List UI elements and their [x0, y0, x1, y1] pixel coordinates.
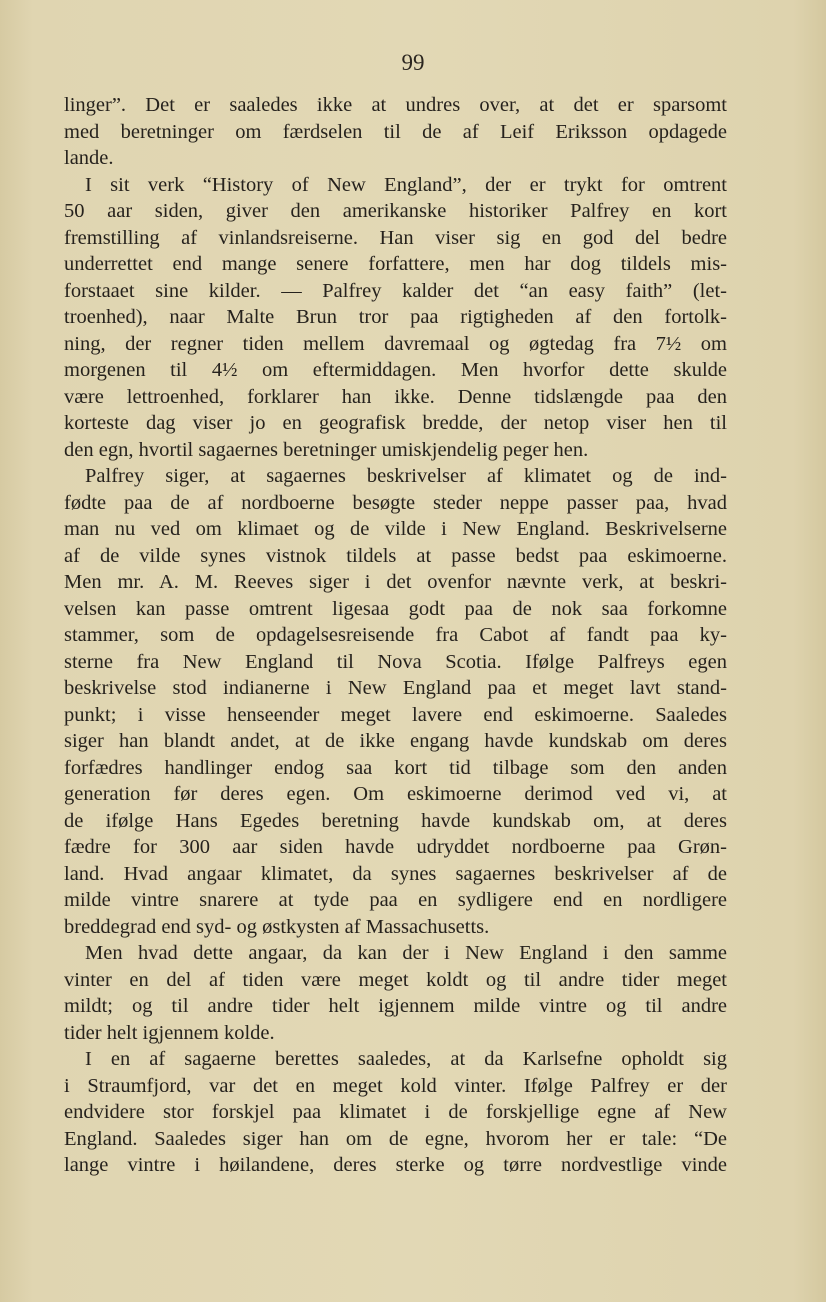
- text-line: breddegrad end syd- og østkysten af Massachusetts.: [64, 915, 490, 938]
- text-line: mildt; og til andre tider helt igjennem milde vintre og til andre: [64, 995, 727, 1017]
- text-line: tider helt igjennem kolde.: [64, 1021, 275, 1044]
- text-line: England. Saaledes siger han om de egne, hvorom her er tale: “De: [64, 1127, 727, 1150]
- text-line: siger han blandt andet, at de ikke engang havde kundskab om deres: [64, 730, 727, 752]
- text-line: punkt; i visse henseender meget lavere end eskimoerne. Saaledes: [64, 703, 727, 726]
- text-line: Palfrey siger, at sagaernes beskrivelser af klimatet og de ind-: [85, 465, 727, 487]
- text-line: Men hvad dette angaar, da kan der i New England i den samme: [85, 942, 727, 964]
- text-line: milde vintre snarere at tyde paa en sydligere end en nordligere: [64, 889, 727, 911]
- text-line: med beretninger om færdselen til de af Leif Eriksson opdagede: [64, 120, 727, 143]
- text-line: generation før deres egen. Om eskimoerne derimod ved vi, at: [64, 783, 727, 805]
- text-line: fremstilling af vinlandsreiserne. Han viser sig en god del bedre: [64, 226, 727, 249]
- text-line: I en af sagaerne berettes saaledes, at da Karlsefne opholdt sig: [85, 1048, 727, 1070]
- text-line: I sit verk “History of New England”, der er trykt for omtrent: [85, 173, 727, 196]
- text-line: lande.: [64, 147, 114, 169]
- text-line: fødte paa de af nordboerne besøgte steder neppe passer paa, hvad: [64, 491, 727, 514]
- text-line: forfædres handlinger endog saa kort tid tilbage som den anden: [64, 756, 727, 779]
- text-line: fædre for 300 aar siden havde udryddet nordboerne paa Grøn-: [64, 836, 727, 858]
- text-line: korteste dag viser jo en geografisk bredde, der netop viser hen til: [64, 412, 727, 434]
- body-text: [64, 92, 727, 1179]
- text-line: stammer, som de opdagelsesreisende fra Cabot af fandt paa ky-: [64, 624, 727, 646]
- text-line: forstaaet sine kilder. — Palfrey kalder det “an easy faith” (let-: [64, 279, 727, 302]
- text-line: af de vilde synes vistnok tildels at passe bedst paa eskimoerne.: [64, 544, 727, 567]
- text-line: vinter en del af tiden være meget koldt og til andre tider meget: [64, 968, 727, 991]
- text-line: troenhed), naar Malte Brun tror paa rigtigheden af den fortolk-: [64, 306, 727, 328]
- text-line: beskrivelse stod indianerne i New England paa et meget lavt stand-: [64, 677, 727, 699]
- text-line: land. Hvad angaar klimatet, da synes sagaernes beskrivelser af de: [64, 862, 727, 885]
- text-line: lange vintre i høilandene, deres sterke og tørre nordvestlige vinde: [64, 1154, 727, 1176]
- text-line: den egn, hvortil sagaernes beretninger umiskjendelig peger hen.: [64, 438, 589, 461]
- text-line: være lettroenhed, forklarer han ikke. Denne tidslængde paa den: [64, 385, 727, 408]
- text-line: endvidere stor forskjel paa klimatet i de forskjellige egne af New: [64, 1101, 727, 1123]
- text-line: i Straumfjord, var det en meget kold vinter. Ifølge Palfrey er der: [64, 1074, 727, 1097]
- text-line: velsen kan passe omtrent ligesaa godt paa de nok saa forkomne: [64, 597, 727, 620]
- page-number: 99: [401, 50, 425, 75]
- text-line: underrettet end mange senere forfattere, men har dog tildels mis-: [64, 253, 727, 275]
- text-line: morgenen til 4½ om eftermiddagen. Men hvorfor dette skulde: [64, 359, 727, 381]
- text-line: de ifølge Hans Egedes beretning havde kundskab om, at deres: [64, 809, 727, 832]
- text-line: Men mr. A. M. Reeves siger i det ovenfor nævnte verk, at beskri-: [64, 571, 727, 593]
- text-line: sterne fra New England til Nova Scotia. Ifølge Palfreys egen: [64, 650, 727, 673]
- text-line: linger”. Det er saaledes ikke at undres over, at det er sparsomt: [64, 94, 727, 116]
- text-line: 50 aar siden, giver den amerikanske historiker Palfrey en kort: [64, 200, 727, 222]
- text-line: ning, der regner tiden mellem davremaal og øgtedag fra 7½ om: [64, 332, 727, 355]
- text-line: man nu ved om klimaet og de vilde i New England. Beskrivelserne: [64, 518, 727, 540]
